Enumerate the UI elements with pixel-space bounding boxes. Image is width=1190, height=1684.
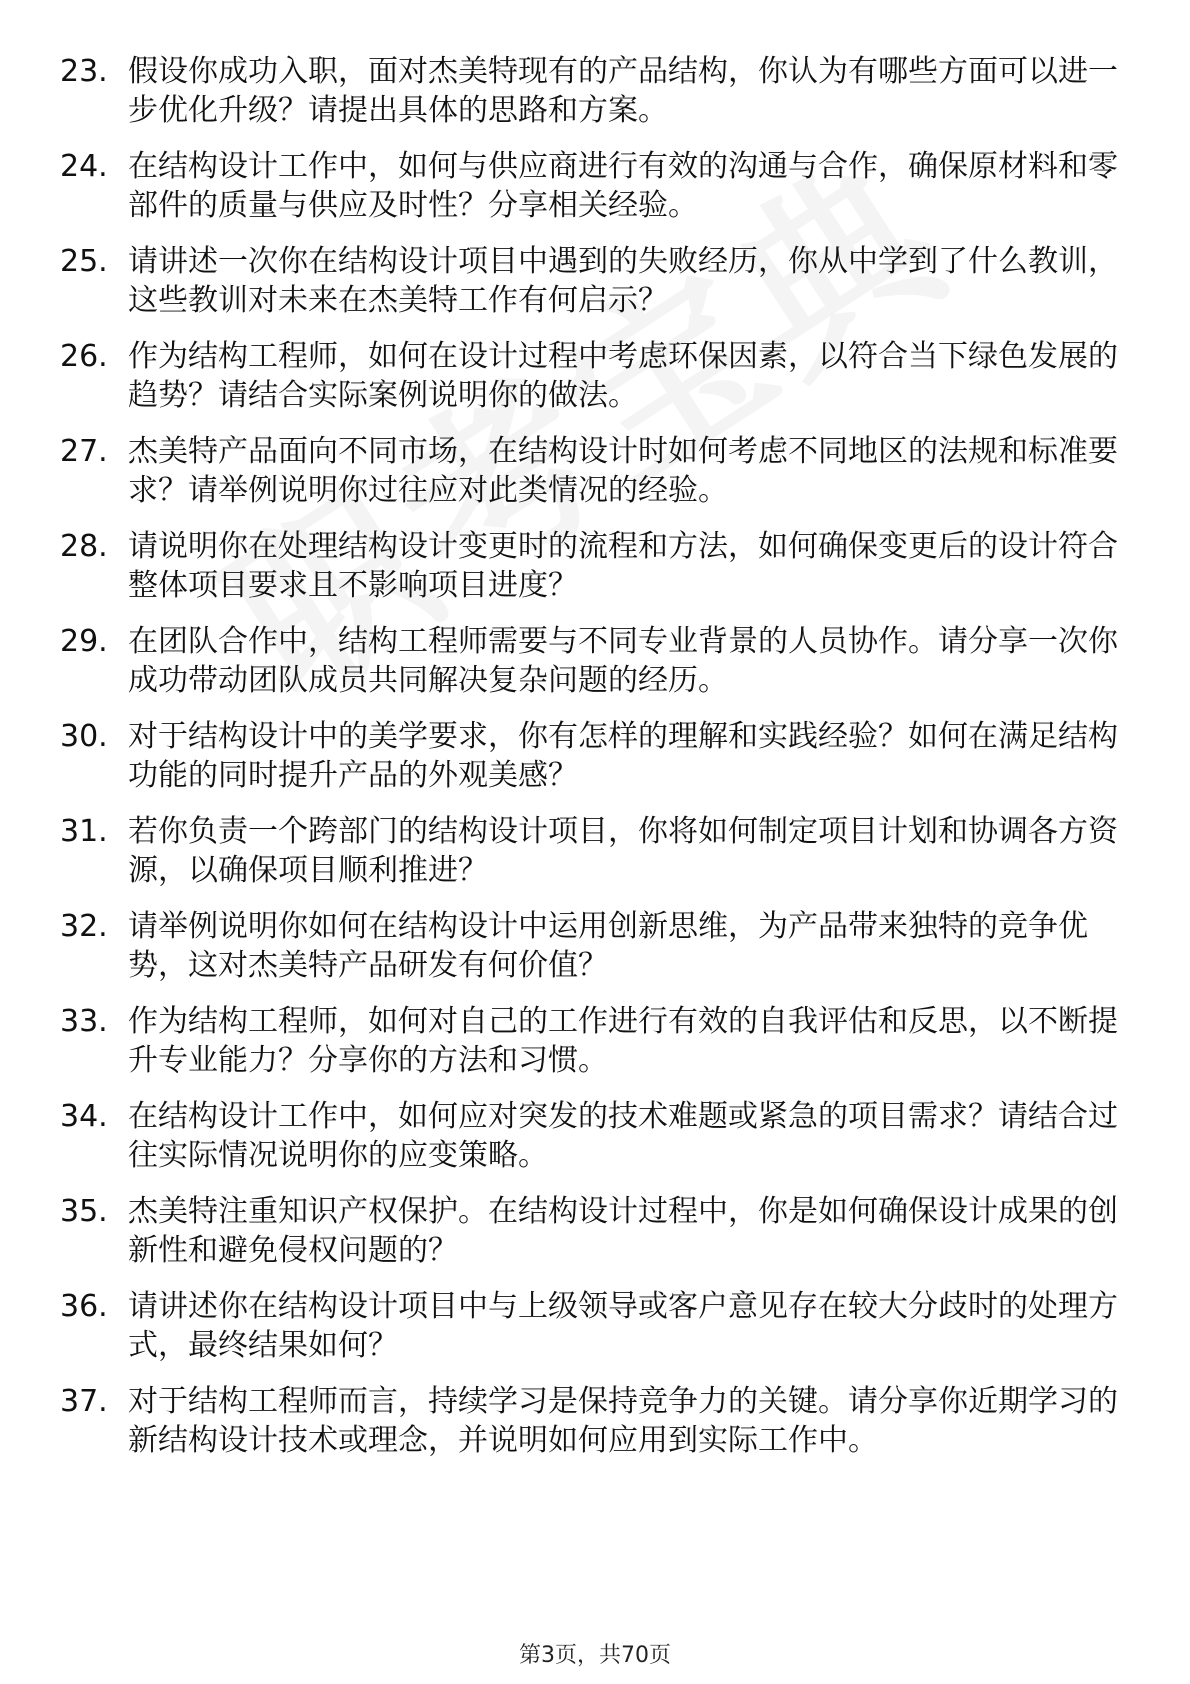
question-number: 26. [60, 339, 108, 374]
question-text: 在结构设计工作中，如何与供应商进行有效的沟通与合作，确保原材料和零部件的质量与供应及时性？分享相关经验。 [128, 149, 1118, 223]
question-text: 请讲述你在结构设计项目中与上级领导或客户意见存在较大分歧时的处理方式，最终结果如何？ [128, 1289, 1118, 1363]
question-text: 若你负责一个跨部门的结构设计项目，你将如何制定项目计划和协调各方资源，以确保项目顺利推进？ [128, 814, 1118, 888]
question-number: 34. [60, 1099, 108, 1134]
question-number: 31. [60, 814, 108, 849]
question-item [60, 717, 1120, 795]
question-item [60, 432, 1120, 510]
question-number: 36. [60, 1289, 108, 1324]
page-number-footer: 第3页，共70页 [519, 1643, 671, 1668]
question-item [60, 1097, 1120, 1175]
question-item [60, 1002, 1120, 1080]
question-text: 在团队合作中，结构工程师需要与不同专业背景的人员协作。请分享一次你成功带动团队成员共同解决复杂问题的经历。 [128, 624, 1118, 698]
question-number: 23. [60, 54, 108, 89]
question-number: 28. [60, 529, 108, 564]
question-item [60, 907, 1120, 985]
question-number: 37. [60, 1384, 108, 1419]
question-number: 32. [60, 909, 108, 944]
question-item [60, 1382, 1120, 1460]
question-list [60, 52, 1120, 1477]
question-number: 27. [60, 434, 108, 469]
question-number: 24. [60, 149, 108, 184]
question-text: 请举例说明你如何在结构设计中运用创新思维，为产品带来独特的竞争优势，这对杰美特产品研发有何价值？ [128, 909, 1088, 983]
question-item [60, 1192, 1120, 1270]
question-number: 30. [60, 719, 108, 754]
question-item [60, 622, 1120, 700]
question-number: 25. [60, 244, 108, 279]
question-text: 对于结构设计中的美学要求，你有怎样的理解和实践经验？如何在满足结构功能的同时提升产品的外观美感？ [128, 719, 1118, 793]
question-item [60, 337, 1120, 415]
question-text: 杰美特注重知识产权保护。在结构设计过程中，你是如何确保设计成果的创新性和避免侵权问题的？ [128, 1194, 1118, 1268]
question-text: 假设你成功入职，面对杰美特现有的产品结构，你认为有哪些方面可以进一步优化升级？请提出具体的思路和方案。 [128, 54, 1118, 128]
question-item [60, 1287, 1120, 1365]
question-number: 29. [60, 624, 108, 659]
question-text: 作为结构工程师，如何在设计过程中考虑环保因素，以符合当下绿色发展的趋势？请结合实际案例说明你的做法。 [128, 339, 1118, 413]
question-item [60, 52, 1120, 130]
question-text: 杰美特产品面向不同市场，在结构设计时如何考虑不同地区的法规和标准要求？请举例说明你过往应对此类情况的经验。 [128, 434, 1118, 508]
question-text: 作为结构工程师，如何对自己的工作进行有效的自我评估和反思，以不断提升专业能力？分享你的方法和习惯。 [128, 1004, 1118, 1078]
question-text: 对于结构工程师而言，持续学习是保持竞争力的关键。请分享你近期学习的新结构设计技术或理念，并说明如何应用到实际工作中。 [128, 1384, 1118, 1458]
question-item [60, 527, 1120, 605]
question-text: 请讲述一次你在结构设计项目中遇到的失败经历，你从中学到了什么教训，这些教训对未来在杰美特工作有何启示？ [128, 244, 1118, 318]
question-item [60, 147, 1120, 225]
question-number: 33. [60, 1004, 108, 1039]
question-text: 在结构设计工作中，如何应对突发的技术难题或紧急的项目需求？请结合过往实际情况说明你的应变策略。 [128, 1099, 1118, 1173]
question-item [60, 812, 1120, 890]
question-text: 请说明你在处理结构设计变更时的流程和方法，如何确保变更后的设计符合整体项目要求且不影响项目进度？ [128, 529, 1118, 603]
question-number: 35. [60, 1194, 108, 1229]
question-item [60, 242, 1120, 320]
